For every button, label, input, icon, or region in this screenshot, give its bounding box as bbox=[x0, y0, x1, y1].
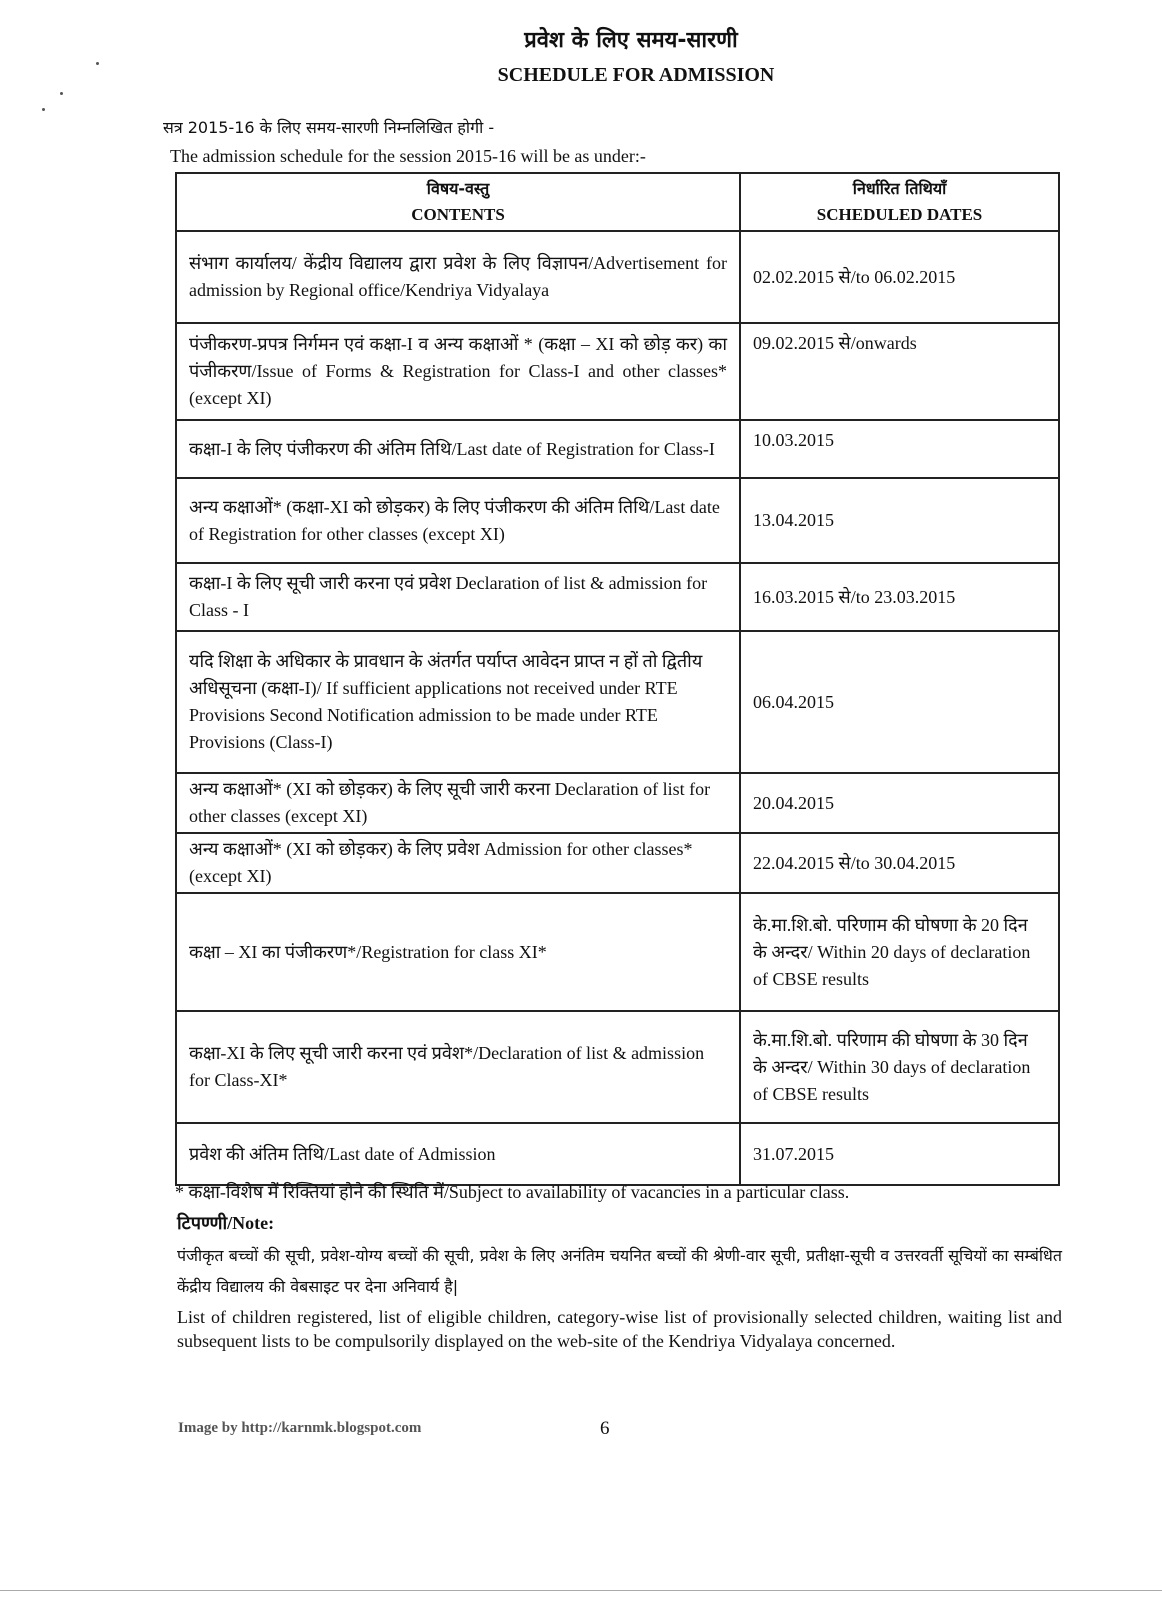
table-row bbox=[176, 893, 1059, 1011]
note-text: List of children registered, list of eligible children, category-wise list of provisionally selected children, waiting list and subsequent lists to be compulsorily displayed on the web-site of the Kendriya Vidyalaya concerned. bbox=[177, 1307, 1062, 1351]
page-title: SCHEDULE FOR ADMISSION bbox=[497, 64, 775, 86]
table-row bbox=[176, 420, 1059, 478]
scan-speck bbox=[96, 62, 99, 65]
table-row bbox=[176, 1123, 1059, 1185]
row-date: के.मा.शि.बो. परिणाम की घोषणा के 30 दिन के अन्दर/ Within 30 days of declaration of CBSE results bbox=[740, 1011, 1059, 1123]
table-row bbox=[176, 323, 1059, 420]
row-content: अन्य कक्षाओं* (XI को छोड़कर) के लिए सूची जारी करना Declaration of list for other classes (except XI) bbox=[176, 773, 740, 833]
row-content: प्रवेश की अंतिम तिथि/Last date of Admission bbox=[176, 1123, 740, 1185]
schedule-table bbox=[175, 172, 1060, 1186]
row-content: संभाग कार्यालय/ केंद्रीय विद्यालय द्वारा प्रवेश के लिए विज्ञापन/Advertisement for admission by Regional office/Kendriya Vidyalaya bbox=[176, 231, 740, 323]
note-text-hindi: पंजीकृत बच्चों की सूची, प्रवेश-योग्य बच्चों की सूची, प्रवेश के लिए अनंतिम चयनित बच्चों की श्रेणी-वार सूची, प्रतीक्षा-सूची व उत्तरवर्ती सूचियों का सम्बंधित केंद्रीय विद्यालय की वेबसाइट पर देना अनिवार्य है| bbox=[177, 1246, 1062, 1296]
row-content: यदि शिक्षा के अधिकार के प्रावधान के अंतर्गत पर्याप्त आवेदन प्राप्त न हों तो द्वितीय अधिसूचना (कक्षा-I)/ If sufficient applications not received under RTE Provisions Second Notification admission to be made under RTE Provisions (Class-I) bbox=[176, 631, 740, 773]
row-content: कक्षा-I के लिए पंजीकरण की अंतिम तिथि/Last date of Registration for Class-I bbox=[176, 420, 740, 478]
table-row bbox=[176, 631, 1059, 773]
page-number: 6 bbox=[600, 1418, 610, 1439]
row-date: 02.02.2015 से/to 06.02.2015 bbox=[740, 231, 1059, 323]
row-date: 10.03.2015 bbox=[740, 420, 1059, 478]
header-dates-english: SCHEDULED DATES bbox=[816, 205, 983, 224]
row-date: 22.04.2015 से/to 30.04.2015 bbox=[740, 833, 1059, 893]
row-content: कक्षा-I के लिए सूची जारी करना एवं प्रवेश Declaration of list & admission for Class - I bbox=[176, 563, 740, 631]
row-content: कक्षा – XI का पंजीकरण*/Registration for class XI* bbox=[176, 893, 740, 1011]
header-contents-hindi: विषय-वस्तु bbox=[426, 179, 490, 198]
page-title-hindi: प्रवेश के लिए समय-सारणी bbox=[524, 28, 738, 53]
intro-text-hindi: सत्र 2015-16 के लिए समय-सारणी निम्नलिखित होगी - bbox=[163, 118, 495, 137]
header-dates-hindi: निर्धारित तिथियाँ bbox=[852, 179, 947, 198]
page-edge-line bbox=[0, 1590, 1162, 1591]
header-contents bbox=[176, 173, 740, 231]
row-date: 06.04.2015 bbox=[740, 631, 1059, 773]
intro-text: The admission schedule for the session 2015-16 will be as under:- bbox=[170, 146, 646, 166]
row-date: 09.02.2015 से/onwards bbox=[740, 323, 1059, 420]
table-header-row bbox=[176, 173, 1059, 231]
row-content: अन्य कक्षाओं* (कक्षा-XI को छोड़कर) के लिए पंजीकरण की अंतिम तिथि/Last date of Registration for other classes (except XI) bbox=[176, 478, 740, 563]
row-date: 31.07.2015 bbox=[740, 1123, 1059, 1185]
table-row bbox=[176, 563, 1059, 631]
row-date: 13.04.2015 bbox=[740, 478, 1059, 563]
row-date: के.मा.शि.बो. परिणाम की घोषणा के 20 दिन के अन्दर/ Within 20 days of declaration of CBSE results bbox=[740, 893, 1059, 1011]
image-credit: Image by http://karnmk.blogspot.com bbox=[178, 1420, 422, 1436]
row-date: 16.03.2015 से/to 23.03.2015 bbox=[740, 563, 1059, 631]
row-content: कक्षा-XI के लिए सूची जारी करना एवं प्रवेश*/Declaration of list & admission for Class-XI* bbox=[176, 1011, 740, 1123]
table-row bbox=[176, 231, 1059, 323]
table-row bbox=[176, 1011, 1059, 1123]
header-dates bbox=[740, 173, 1059, 231]
row-content: अन्य कक्षाओं* (XI को छोड़कर) के लिए प्रवेश Admission for other classes* (except XI) bbox=[176, 833, 740, 893]
table-row bbox=[176, 478, 1059, 563]
scan-speck bbox=[60, 92, 63, 95]
table-row bbox=[176, 833, 1059, 893]
header-contents-english: CONTENTS bbox=[411, 205, 505, 224]
row-date: 20.04.2015 bbox=[740, 773, 1059, 833]
footnote: * कक्षा-विशेष में रिक्तियां होने की स्थिति में/Subject to availability of vacancies in a particular class. bbox=[175, 1182, 850, 1202]
table-row bbox=[176, 773, 1059, 833]
note-heading: टिपण्णी/Note: bbox=[177, 1213, 275, 1233]
row-content: पंजीकरण-प्रपत्र निर्गमन एवं कक्षा-I व अन्य कक्षाओं * (कक्षा – XI को छोड़ कर) का पंजीकरण/Issue of Forms & Registration for Class-I and other classes* (except XI) bbox=[176, 323, 740, 420]
scan-speck bbox=[42, 108, 45, 111]
